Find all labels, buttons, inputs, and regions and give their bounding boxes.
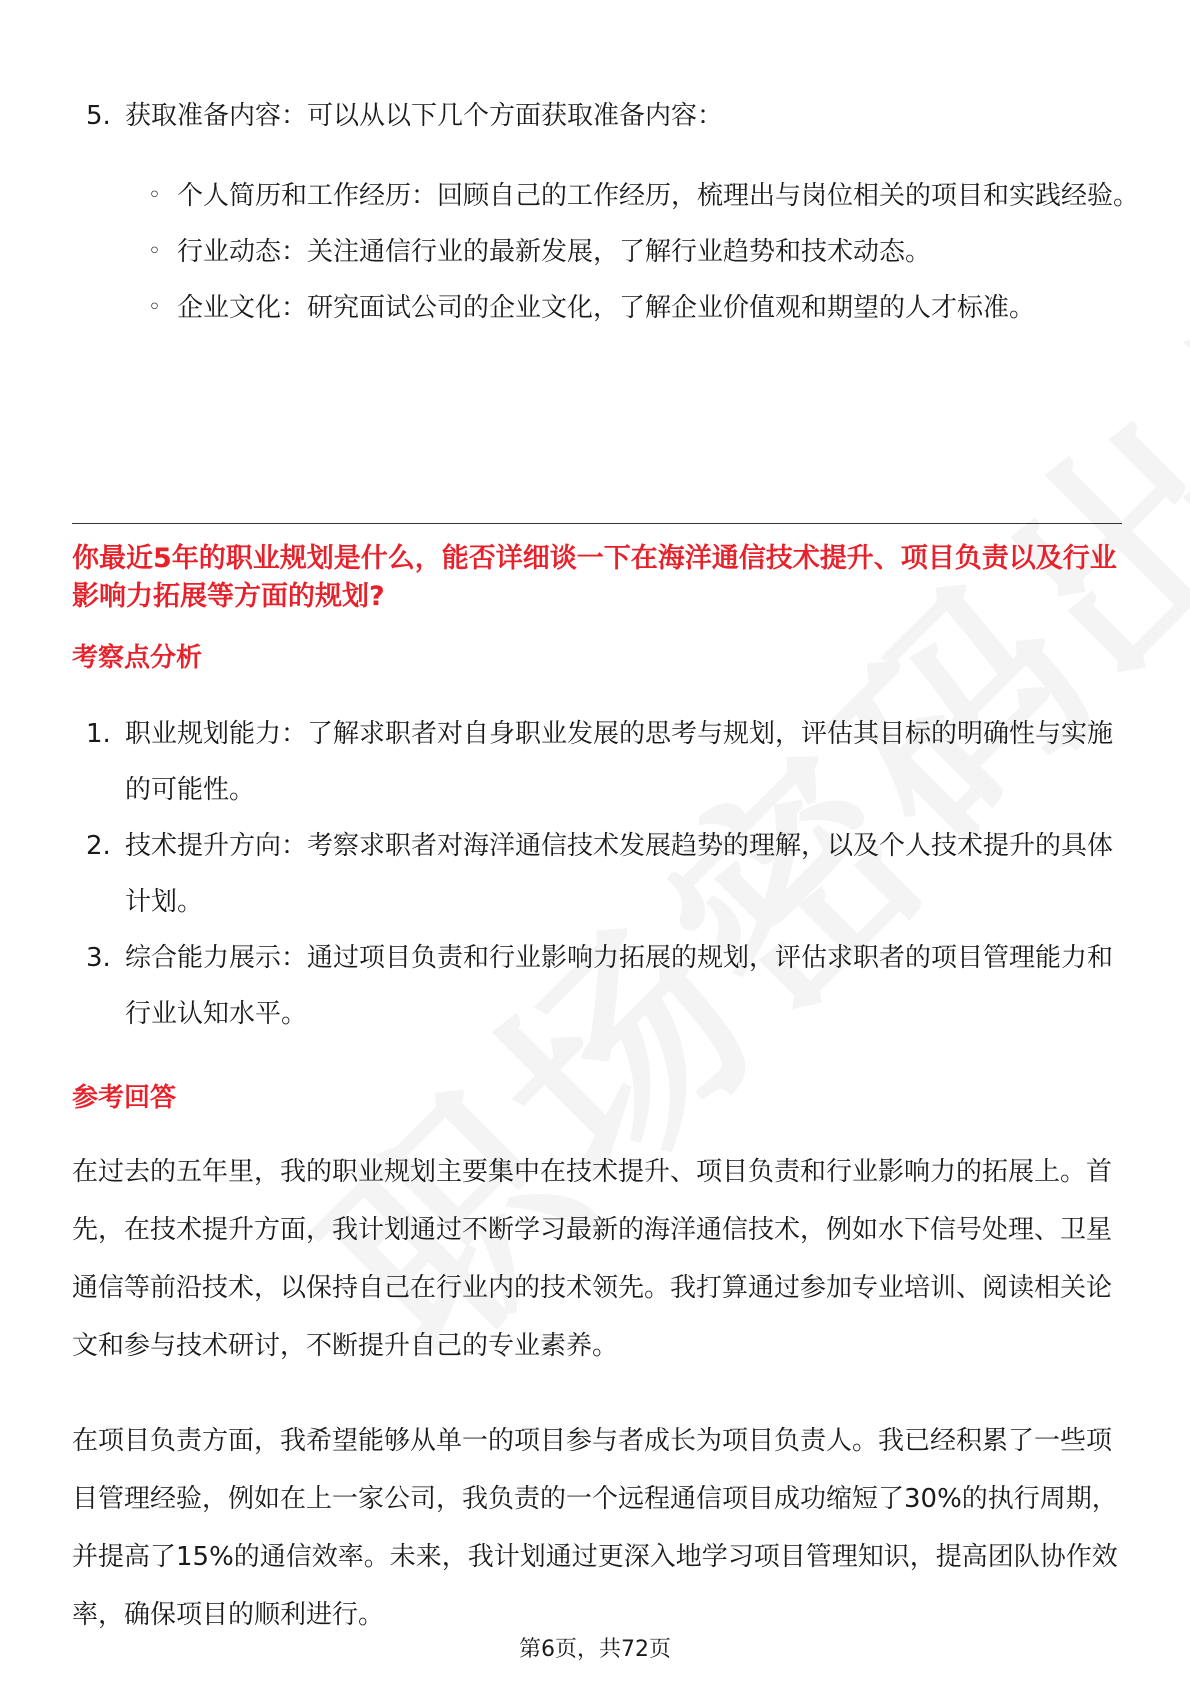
list-number: 3. <box>86 943 111 973</box>
answer-paragraph-1: 在过去的五年里，我的职业规划主要集中在技术提升、项目负责和行业影响力的拓展上。首先，在技术提升方面，我计划通过不断学习最新的海洋通信技术，例如水下信号处理、卫星通信等前沿技术，以保持自己在行业内的技术领先。我打算通过参加专业培训、阅读相关论文和参与技术研讨，不断提升自己的专业素养。 <box>72 1157 1113 1361</box>
bullet-icon: ◦ <box>148 295 161 320</box>
bullet-text: 行业动态：关注通信行业的最新发展，了解行业趋势和技术动态。 <box>177 237 932 267</box>
bullet-text: 个人简历和工作经历：回顾自己的工作经历，梳理出与岗位相关的项目和实践经验。 <box>177 181 1140 211</box>
section-divider <box>72 523 1122 524</box>
analysis-item-3 <box>72 930 1125 1042</box>
list-item-5 <box>72 88 1125 144</box>
answer-title: 参考回答 <box>72 1083 177 1113</box>
bullet-text: 企业文化：研究面试公司的企业文化，了解企业价值观和期望的人才标准。 <box>177 293 1036 323</box>
page-footer: 第6页，共72页 <box>519 1637 671 1662</box>
list-number: 2. <box>86 831 111 861</box>
bullet-item-resume <box>72 168 1177 224</box>
list-text: 技术提升方向：考察求职者对海洋通信技术发展趋势的理解，以及个人技术提升的具体计划。 <box>125 831 1114 917</box>
analysis-item-2 <box>72 818 1125 930</box>
list-text: 获取准备内容：可以从以下几个方面获取准备内容： <box>125 101 724 131</box>
analysis-title: 考察点分析 <box>72 643 203 673</box>
bullet-item-industry <box>72 224 1177 280</box>
answer-paragraph-2: 在项目负责方面，我希望能够从单一的项目参与者成长为项目负责人。我已经积累了一些项目管理经验，例如在上一家公司，我负责的一个远程通信项目成功缩短了30%的执行周期，并提高了15%的通信效率。未来，我计划通过更深入地学习项目管理知识，提高团队协作效率，确保项目的顺利进行。 <box>72 1426 1118 1630</box>
analysis-item-1 <box>72 706 1125 818</box>
list-number: 5. <box>86 101 111 131</box>
list-text: 综合能力展示：通过项目负责和行业影响力拓展的规划，评估求职者的项目管理能力和行业认知水平。 <box>125 943 1114 1029</box>
question-heading: 你最近5年的职业规划是什么，能否详细谈一下在海洋通信技术提升、项目负责以及行业影响力拓展等方面的规划? <box>72 543 1117 612</box>
list-number: 1. <box>86 719 111 749</box>
bullet-icon: ◦ <box>148 239 161 264</box>
prep-list <box>72 88 1140 336</box>
bullet-item-culture <box>72 280 1177 336</box>
list-text: 职业规划能力：了解求职者对自身职业发展的思考与规划，评估其目标的明确性与实施的可能性。 <box>125 719 1114 805</box>
analysis-list <box>72 706 1122 1042</box>
bullet-icon: ◦ <box>148 183 161 208</box>
